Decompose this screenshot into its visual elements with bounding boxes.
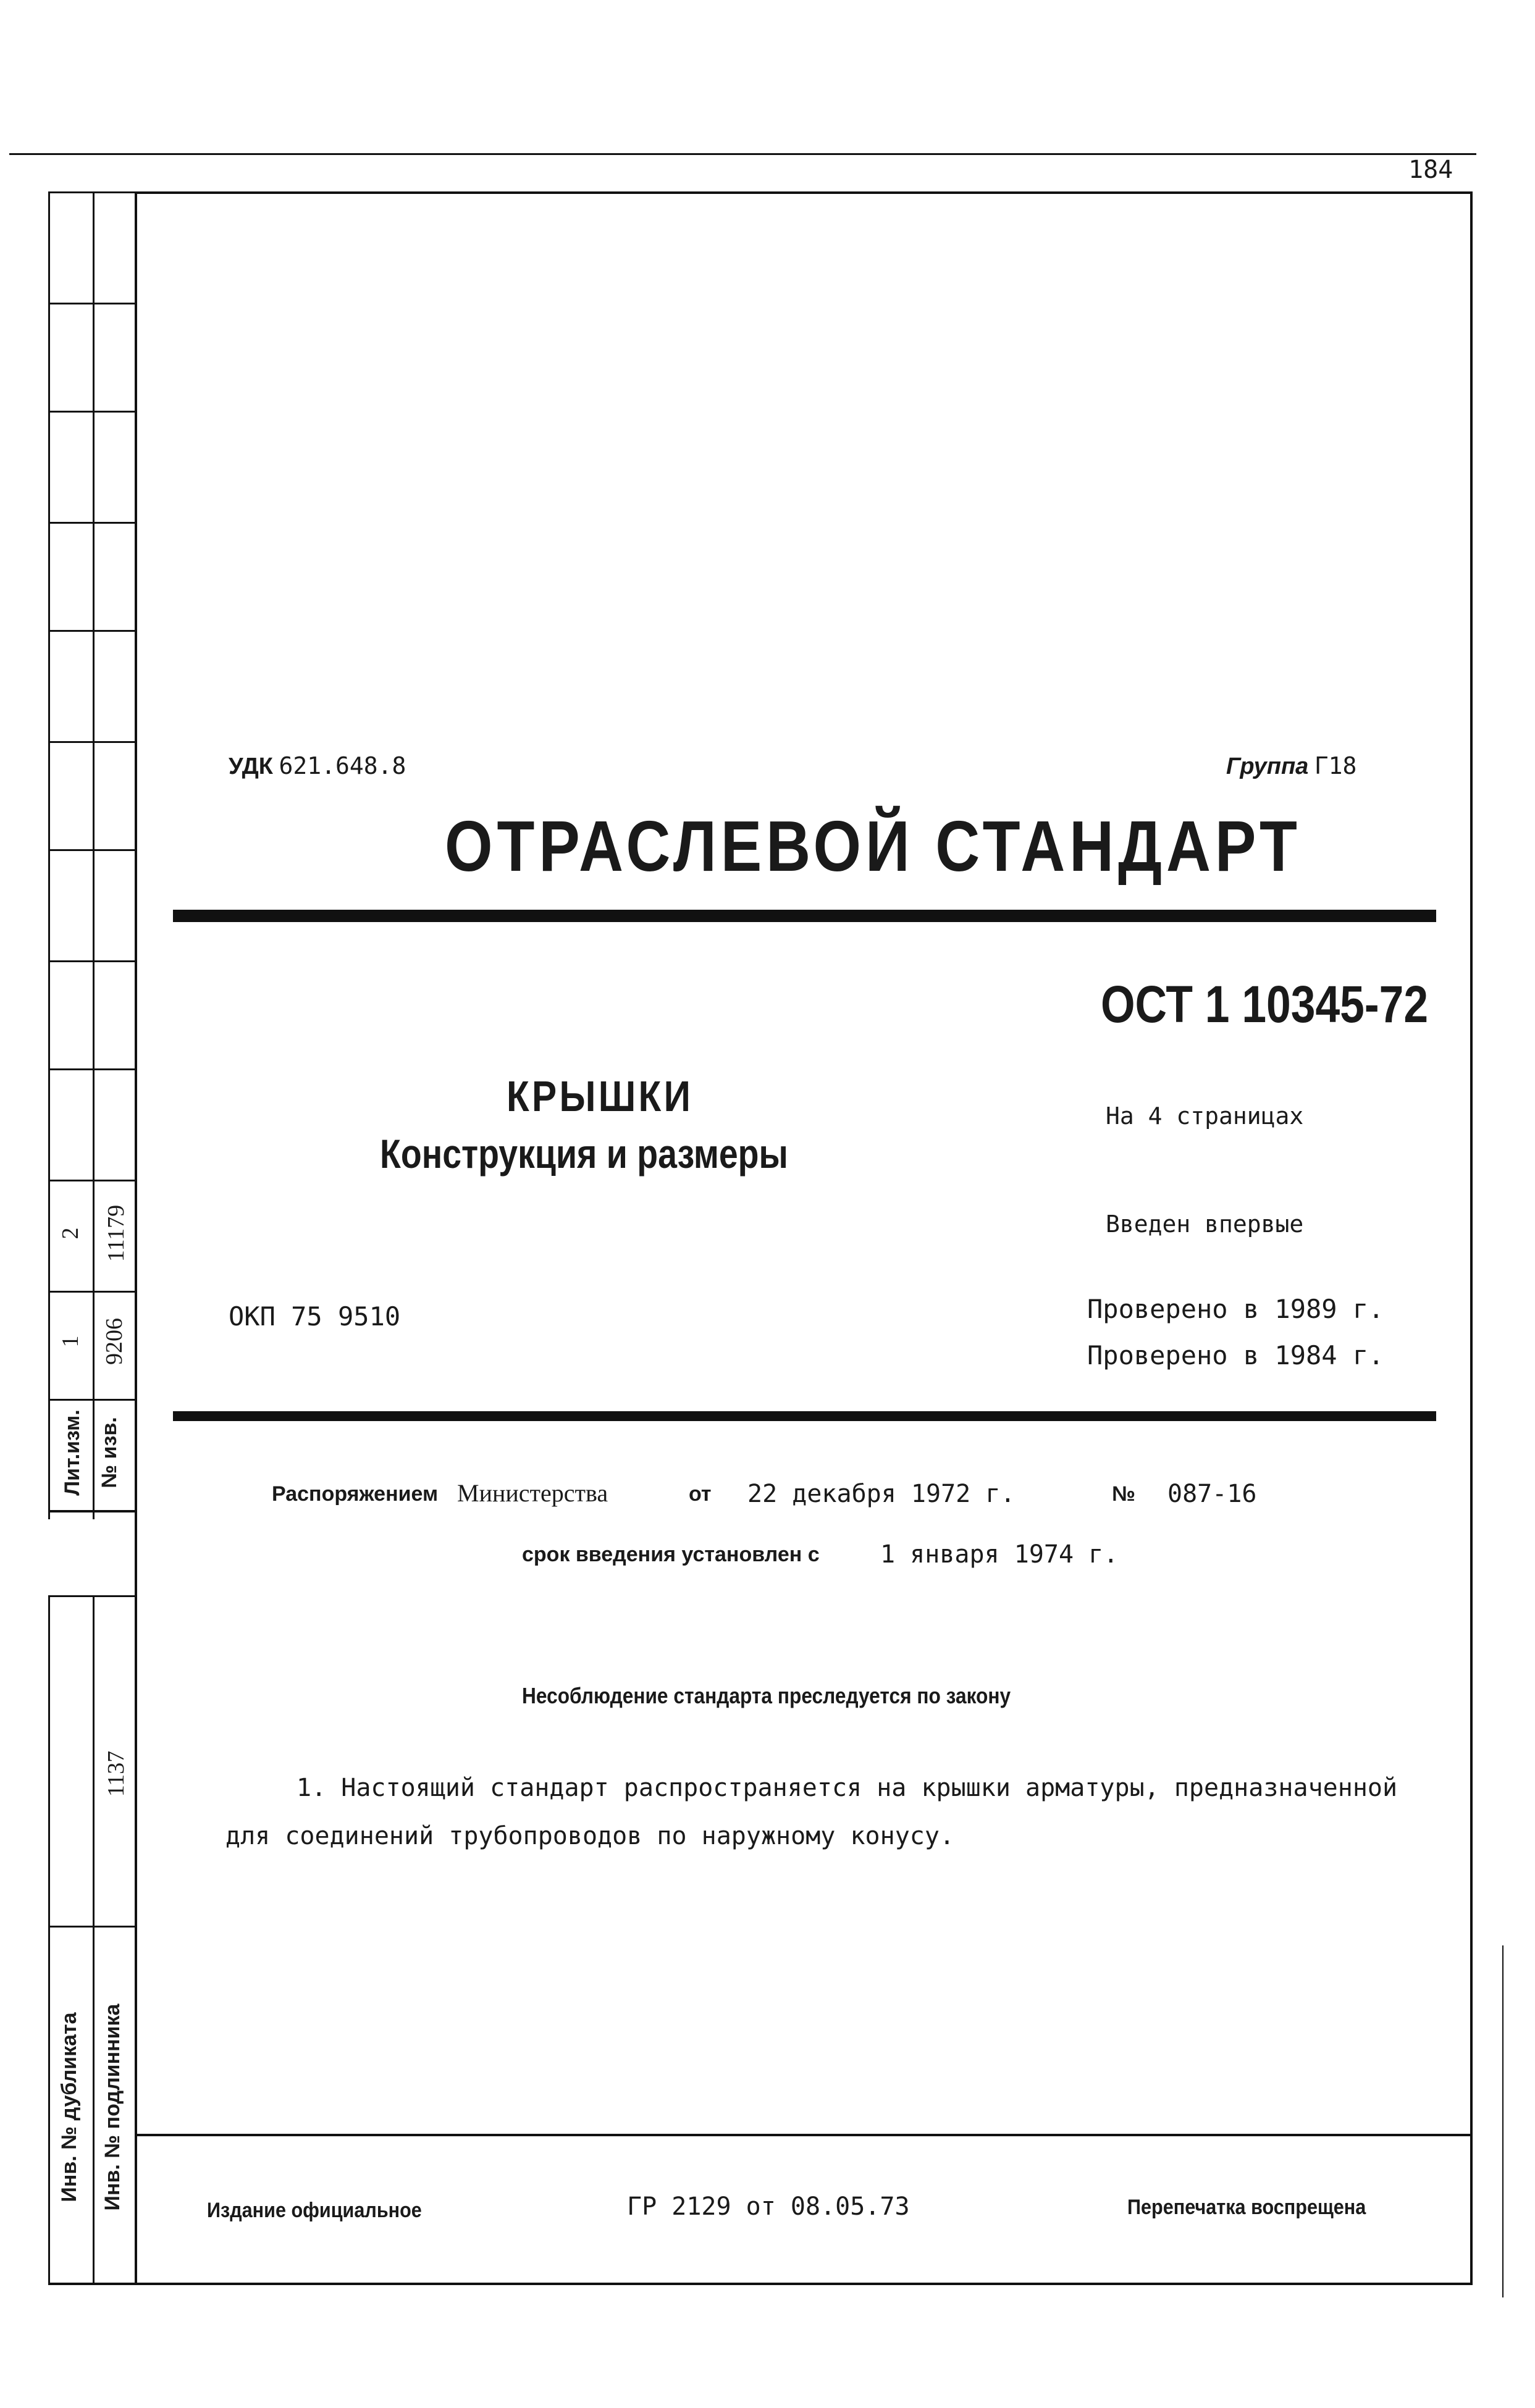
paragraph-1-line-1: 1. Настоящий стандарт распространяется на крышки арматуры, предназначенной xyxy=(296,1774,1398,1802)
stamp-row xyxy=(48,1068,137,1070)
udk-label: УДК xyxy=(229,753,273,779)
stamp-row xyxy=(48,741,137,743)
registration-number: ГР 2129 от 08.05.73 xyxy=(627,2192,910,2221)
udk xyxy=(229,752,406,780)
order-number-label: № xyxy=(1112,1482,1135,1506)
order-date: 22 декабря 1972 г. xyxy=(747,1480,1016,1508)
stamp-row xyxy=(48,1180,137,1181)
stamp-row xyxy=(48,411,137,413)
notice-2: 11179 xyxy=(103,1204,129,1262)
order-from-label: от xyxy=(689,1482,712,1506)
paragraph-1-line-2: для соединений трубопроводов по наружному конусу. xyxy=(225,1822,955,1850)
law-notice: Несоблюдение стандарта преследуется по закону xyxy=(522,1683,1011,1708)
term-date: 1 января 1974 г. xyxy=(880,1540,1119,1569)
inv-value: 1137 xyxy=(103,1750,129,1797)
thick-rule-top xyxy=(173,910,1436,922)
frame-top xyxy=(135,191,1472,194)
stamp-row xyxy=(48,960,137,962)
order-label: Распоряжением xyxy=(272,1482,439,1506)
orig-label: Инв. № подлинника xyxy=(101,2003,124,2211)
okp-code: ОКП 75 9510 xyxy=(229,1301,401,1332)
lower-stamp-col-left xyxy=(48,1595,50,2285)
footer-rule xyxy=(137,2134,1473,2136)
frame-right xyxy=(1470,191,1473,2285)
product-title: КРЫШКИ xyxy=(507,1072,694,1120)
top-rule xyxy=(9,153,1476,155)
order-ministry: Министерства xyxy=(457,1479,608,1507)
introduced-first: Введен впервые xyxy=(1106,1210,1304,1238)
stamp-row xyxy=(48,522,137,524)
group xyxy=(1226,752,1356,780)
change-no-2: 2 xyxy=(57,1227,83,1240)
stamp-col-left xyxy=(48,191,50,1519)
dup-label: Инв. № дубликата xyxy=(57,2012,81,2202)
document-title: ОТРАСЛЕВОЙ СТАНДАРТ xyxy=(445,806,1302,886)
stamp-row xyxy=(48,1291,137,1293)
lower-stamp-col-mid xyxy=(93,1595,95,2285)
lit-label: Лит.изм. xyxy=(61,1409,84,1496)
stamp-col-mid xyxy=(93,191,95,1519)
change-no-1: 1 xyxy=(57,1335,83,1348)
udk-value: 621.648.8 xyxy=(279,752,406,779)
checked-1984: Проверено в 1984 г. xyxy=(1087,1340,1384,1370)
page-count: На 4 страницах xyxy=(1106,1102,1304,1130)
product-subtitle: Конструкция и размеры xyxy=(380,1131,788,1177)
checked-1989: Проверено в 1989 г. xyxy=(1087,1294,1384,1324)
term-label: срок введения установлен с xyxy=(522,1543,820,1566)
thick-rule-bottom xyxy=(173,1411,1436,1421)
lower-stamp-row xyxy=(48,1926,137,1928)
stamp-row xyxy=(48,303,137,304)
stamp-row-bottom xyxy=(48,1510,137,1512)
page-number: 184 xyxy=(1408,156,1453,184)
stamp-top xyxy=(48,191,137,193)
edition-official: Издание официальное xyxy=(207,2199,422,2222)
stamp-row xyxy=(48,630,137,632)
group-value: Г18 xyxy=(1314,752,1357,779)
right-margin-rule xyxy=(1502,1945,1503,2297)
reprint-prohibited: Перепечатка воспрещена xyxy=(1127,2196,1366,2219)
group-label: Группа xyxy=(1226,753,1309,779)
frame-bottom xyxy=(49,2283,1473,2285)
order-number: 087-16 xyxy=(1167,1480,1257,1508)
standard-code: ОСТ 1 10345-72 xyxy=(1101,975,1429,1033)
stamp-row xyxy=(48,849,137,851)
frame-left xyxy=(135,191,137,2285)
notice-label: № изв. xyxy=(98,1417,121,1488)
notice-1: 9206 xyxy=(101,1318,127,1365)
